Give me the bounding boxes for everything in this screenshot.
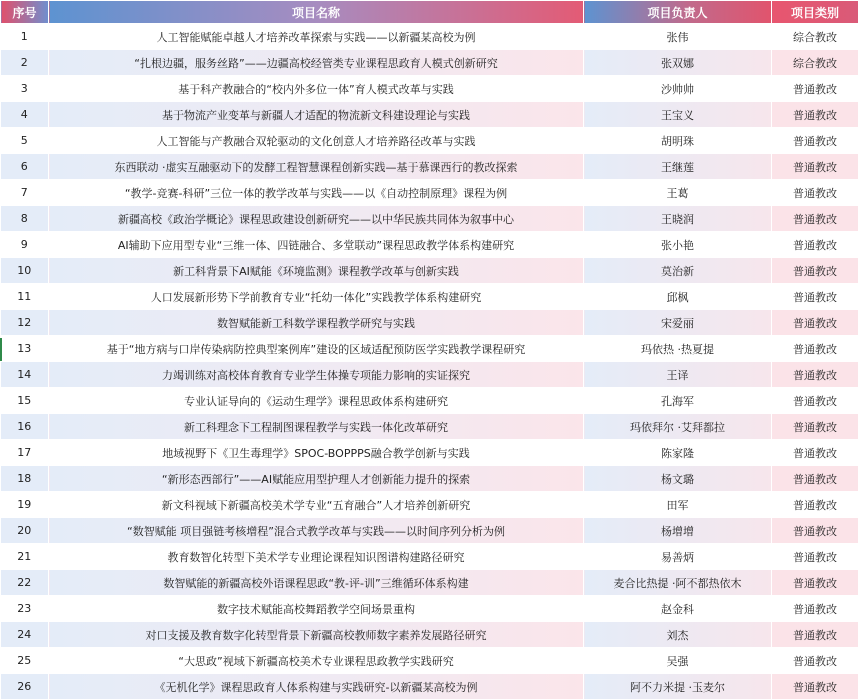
table-row — [1, 362, 858, 388]
header-project-category: 项目类别 — [772, 1, 858, 24]
cell-project-manager: 易善炳 — [584, 544, 772, 570]
cell-project-manager: 麦合比热提 ·阿不都热依木 — [584, 570, 772, 596]
cell-project-manager: 张伟 — [584, 24, 772, 50]
cell-project-name: 力竭训练对高校体育教育专业学生体操专项能力影响的实证探究 — [49, 362, 584, 388]
cell-number: 25 — [1, 648, 49, 674]
cell-project-category: 普通教改 — [772, 388, 858, 414]
cell-project-manager: 沙帅帅 — [584, 76, 772, 102]
table-row — [1, 154, 858, 180]
cell-project-category: 普通教改 — [772, 466, 858, 492]
cell-project-name: 新工科理念下工程制图课程教学与实践一体化改革研究 — [49, 414, 584, 440]
cell-number: 20 — [1, 518, 49, 544]
cell-project-manager: 王译 — [584, 362, 772, 388]
cell-project-category: 普通教改 — [772, 336, 858, 362]
table-row — [1, 674, 858, 700]
cell-project-name: 教育数智化转型下美术学专业理论课程知识图谱构建路径研究 — [49, 544, 584, 570]
table-row — [1, 466, 858, 492]
cell-project-category: 普通教改 — [772, 76, 858, 102]
cell-project-manager: 孔海军 — [584, 388, 772, 414]
cell-project-manager: 王葛 — [584, 180, 772, 206]
table-row — [1, 570, 858, 596]
cell-project-category: 综合教改 — [772, 50, 858, 76]
cell-project-name: 新疆高校《政治学概论》课程思政建设创新研究——以中华民族共同体为叙事中心 — [49, 206, 584, 232]
cell-project-name: 人口发展新形势下学前教育专业“托幼一体化”实践教学体系构建研究 — [49, 284, 584, 310]
table-row — [1, 388, 858, 414]
cell-project-category: 普通教改 — [772, 648, 858, 674]
cell-project-manager: 王晓润 — [584, 206, 772, 232]
cell-number: 16 — [1, 414, 49, 440]
header-project-manager: 项目负责人 — [584, 1, 772, 24]
header-number: 序号 — [1, 1, 49, 24]
cell-project-name: 数字技术赋能高校舞蹈教学空间场景重构 — [49, 596, 584, 622]
cell-project-category: 普通教改 — [772, 492, 858, 518]
cell-project-manager: 宋爱丽 — [584, 310, 772, 336]
table-row — [1, 518, 858, 544]
cell-project-category: 普通教改 — [772, 440, 858, 466]
table-row — [1, 596, 858, 622]
cell-project-category: 普通教改 — [772, 154, 858, 180]
cell-project-manager: 阿不力米提 ·玉麦尔 — [584, 674, 772, 700]
cell-project-name: 人工智能与产教融合双轮驱动的文化创意人才培养路径改革与实践 — [49, 128, 584, 154]
cell-number: 2 — [1, 50, 49, 76]
cell-number: 6 — [1, 154, 49, 180]
table-row — [1, 622, 858, 648]
cell-project-category: 普通教改 — [772, 518, 858, 544]
cell-project-name: 基于物流产业变革与新疆人才适配的物流新文科建设理论与实践 — [49, 102, 584, 128]
cell-project-manager: 玛依拜尔 ·艾拜都拉 — [584, 414, 772, 440]
cell-project-category: 普通教改 — [772, 310, 858, 336]
cell-project-name: “扎根边疆，服务丝路”——边疆高校经管类专业课程思政育人模式创新研究 — [49, 50, 584, 76]
cell-project-category: 综合教改 — [772, 24, 858, 50]
cell-project-name: 新文科视域下新疆高校美术学专业“五育融合”人才培养创新研究 — [49, 492, 584, 518]
cell-number: 7 — [1, 180, 49, 206]
cell-project-name: “数智赋能 项目强链考核增程”混合式教学改革与实践——以时间序列分析为例 — [49, 518, 584, 544]
table-row — [1, 414, 858, 440]
cell-project-name: 《无机化学》课程思政育人体系构建与实践研究-以新疆某高校为例 — [49, 674, 584, 700]
cell-number: 9 — [1, 232, 49, 258]
cell-project-manager: 莫治新 — [584, 258, 772, 284]
table-row — [1, 310, 858, 336]
cell-project-name: 对口支援及教育数字化转型背景下新疆高校教师数字素养发展路径研究 — [49, 622, 584, 648]
cell-project-manager: 王宝义 — [584, 102, 772, 128]
cell-number: 21 — [1, 544, 49, 570]
cell-project-category: 普通教改 — [772, 570, 858, 596]
cell-project-category: 普通教改 — [772, 674, 858, 700]
cell-project-name: AI辅助下应用型专业“三维一体、四链融合、多堂联动”课程思政教学体系构建研究 — [49, 232, 584, 258]
cell-project-category: 普通教改 — [772, 102, 858, 128]
cell-number: 26 — [1, 674, 49, 700]
cell-project-category: 普通教改 — [772, 414, 858, 440]
cell-number: 18 — [1, 466, 49, 492]
cell-number: 12 — [1, 310, 49, 336]
cell-project-manager: 陈家隆 — [584, 440, 772, 466]
table-row — [1, 284, 858, 310]
cell-project-category: 普通教改 — [772, 622, 858, 648]
cell-number: 19 — [1, 492, 49, 518]
table-body — [1, 24, 858, 700]
cell-project-category: 普通教改 — [772, 232, 858, 258]
cell-project-name: 新工科背景下AI赋能《环境监测》课程教学改革与创新实践 — [49, 258, 584, 284]
cell-project-name: “大思政”视域下新疆高校美术专业课程思政教学实践研究 — [49, 648, 584, 674]
cell-project-category: 普通教改 — [772, 362, 858, 388]
cell-project-name: 数智赋能的新疆高校外语课程思政“教-评-训”三维循环体系构建 — [49, 570, 584, 596]
cell-number: 1 — [1, 24, 49, 50]
table-row — [1, 50, 858, 76]
cell-project-manager: 田军 — [584, 492, 772, 518]
cell-number: 4 — [1, 102, 49, 128]
row-marker — [0, 338, 2, 361]
cell-number: 14 — [1, 362, 49, 388]
table-row — [1, 232, 858, 258]
cell-project-name: 地域视野下《卫生毒理学》SPOC-BOPPPS融合教学创新与实践 — [49, 440, 584, 466]
cell-project-name: “教学-竞赛-科研”三位一体的教学改革与实践——以《自动控制原理》课程为例 — [49, 180, 584, 206]
cell-project-manager: 吴强 — [584, 648, 772, 674]
cell-project-category: 普通教改 — [772, 258, 858, 284]
table-row — [1, 206, 858, 232]
cell-number: 11 — [1, 284, 49, 310]
table-row — [1, 102, 858, 128]
cell-number: 10 — [1, 258, 49, 284]
cell-project-name: “新形态西部行”——AI赋能应用型护理人才创新能力提升的探索 — [49, 466, 584, 492]
table-row — [1, 24, 858, 50]
cell-project-manager: 杨增增 — [584, 518, 772, 544]
cell-project-category: 普通教改 — [772, 544, 858, 570]
cell-number: 24 — [1, 622, 49, 648]
cell-project-manager: 邱枫 — [584, 284, 772, 310]
table-row — [1, 440, 858, 466]
cell-number: 17 — [1, 440, 49, 466]
cell-project-category: 普通教改 — [772, 128, 858, 154]
cell-number: 13 — [1, 336, 49, 362]
cell-project-manager: 玛依热 ·热夏提 — [584, 336, 772, 362]
cell-number: 3 — [1, 76, 49, 102]
cell-project-name: 东西联动 ·虚实互融驱动下的发酵工程智慧课程创新实践—基于慕课西行的教改探索 — [49, 154, 584, 180]
cell-project-name: 专业认证导向的《运动生理学》课程思政体系构建研究 — [49, 388, 584, 414]
cell-number: 23 — [1, 596, 49, 622]
cell-number: 5 — [1, 128, 49, 154]
cell-project-manager: 王继莲 — [584, 154, 772, 180]
cell-project-name: 基于“地方病与口岸传染病防控典型案例库”建设的区域适配预防医学实践教学课程研究 — [49, 336, 584, 362]
cell-project-category: 普通教改 — [772, 284, 858, 310]
cell-project-manager: 赵金科 — [584, 596, 772, 622]
cell-project-category: 普通教改 — [772, 180, 858, 206]
cell-project-manager: 胡明珠 — [584, 128, 772, 154]
cell-project-manager: 张小艳 — [584, 232, 772, 258]
table-row — [1, 180, 858, 206]
cell-project-category: 普通教改 — [772, 596, 858, 622]
table-row — [1, 128, 858, 154]
cell-number: 22 — [1, 570, 49, 596]
table-header — [1, 1, 858, 24]
header-project-name: 项目名称 — [49, 1, 584, 24]
cell-project-category: 普通教改 — [772, 206, 858, 232]
cell-number: 8 — [1, 206, 49, 232]
cell-project-name: 数智赋能新工科数学课程教学研究与实践 — [49, 310, 584, 336]
cell-project-manager: 杨文璐 — [584, 466, 772, 492]
table-row — [1, 492, 858, 518]
cell-project-name: 人工智能赋能卓越人才培养改革探索与实践——以新疆某高校为例 — [49, 24, 584, 50]
cell-project-manager: 张双娜 — [584, 50, 772, 76]
cell-project-manager: 刘杰 — [584, 622, 772, 648]
table-row — [1, 544, 858, 570]
cell-project-name: 基于科产教融合的“校内外多位一体”育人模式改革与实践 — [49, 76, 584, 102]
table-row — [1, 258, 858, 284]
table-row — [1, 76, 858, 102]
table-row — [1, 336, 858, 362]
table-row — [1, 648, 858, 674]
cell-number: 15 — [1, 388, 49, 414]
